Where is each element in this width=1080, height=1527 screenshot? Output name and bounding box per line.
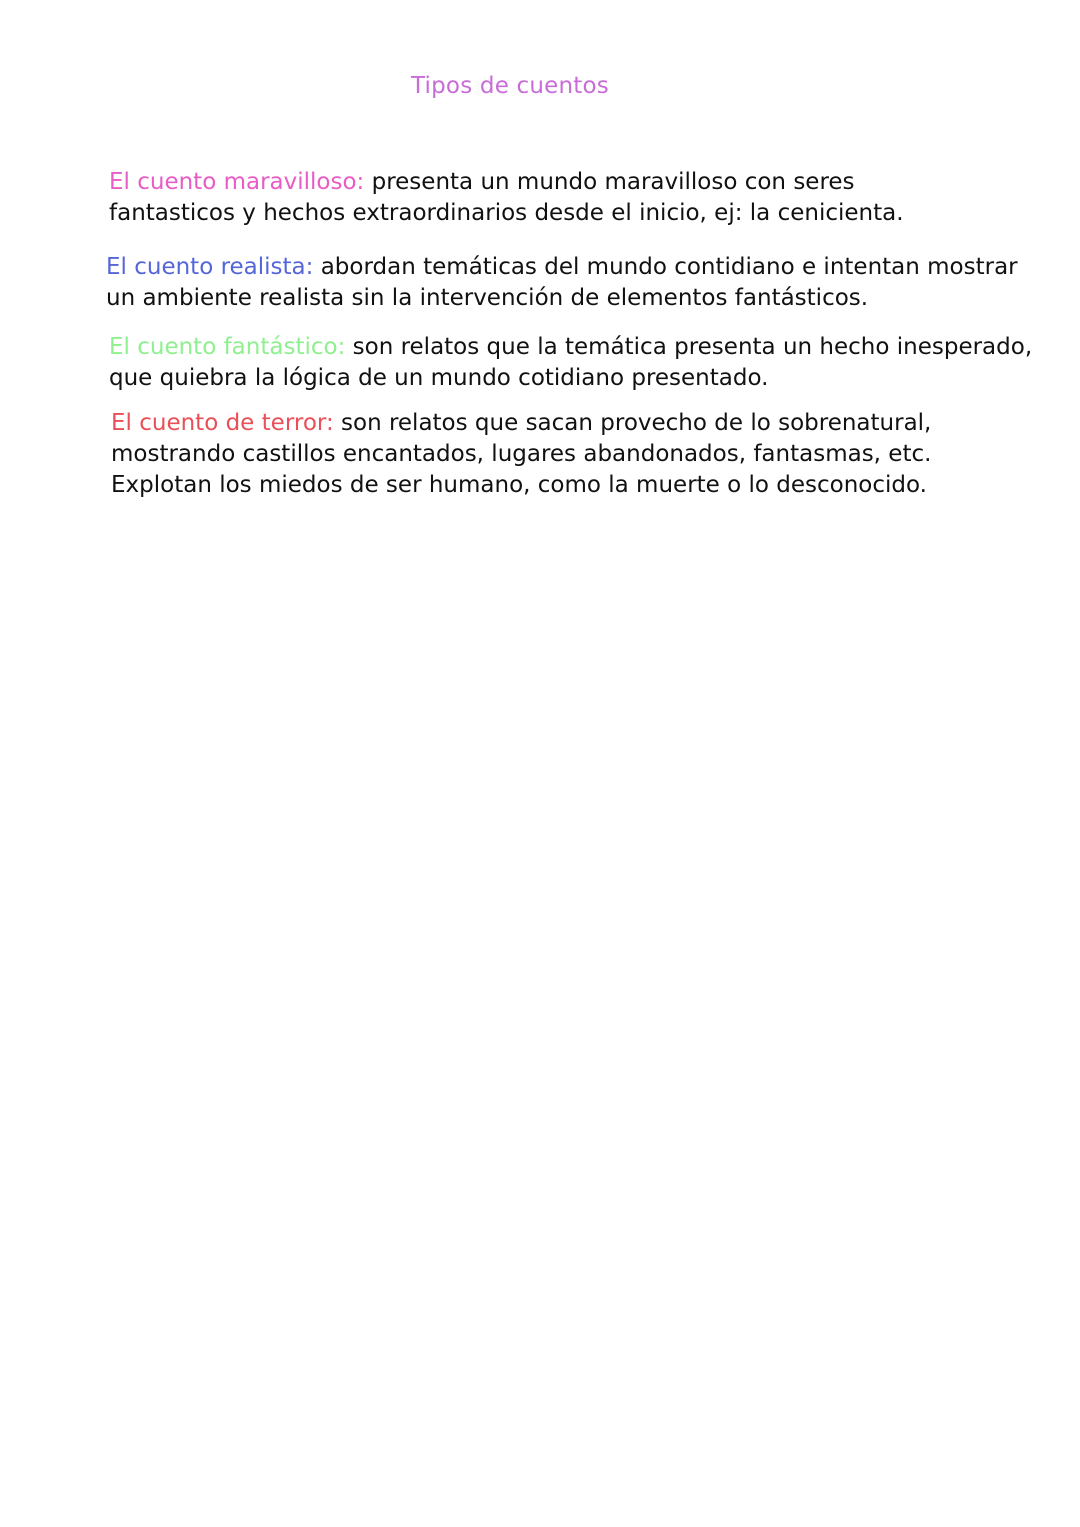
entry-text-terror: son relatos que sacan provecho de lo sobrenatural, mostrando castillos encantados, lugares abandonados, fantasmas, etc. Explotan los miedos de ser humano, como la muerte o lo desconocido. xyxy=(111,410,932,498)
page-title: Tipos de cuentos xyxy=(411,73,609,99)
entry-label-fantastico: El cuento fantástico: xyxy=(109,334,346,360)
entry-text-realista: abordan temáticas del mundo contidiano e intentan mostrar un ambiente realista sin la intervención de elementos fantásticos. xyxy=(106,254,1018,311)
entry-text-fantastico: son relatos que la temática presenta un hecho inesperado, que quiebra la lógica de un mundo cotidiano presentado. xyxy=(109,334,1033,391)
entry-label-terror: El cuento de terror: xyxy=(111,410,334,436)
entry-text-maravilloso: presenta un mundo maravilloso con seres fantasticos y hechos extraordinarios desde el inicio, ej: la cenicienta. xyxy=(109,169,904,226)
entry-cuento-maravilloso xyxy=(109,136,1009,229)
entry-cuento-terror xyxy=(111,377,1011,501)
entry-label-maravilloso: El cuento maravilloso: xyxy=(109,169,365,195)
entry-label-realista: El cuento realista: xyxy=(106,254,314,280)
